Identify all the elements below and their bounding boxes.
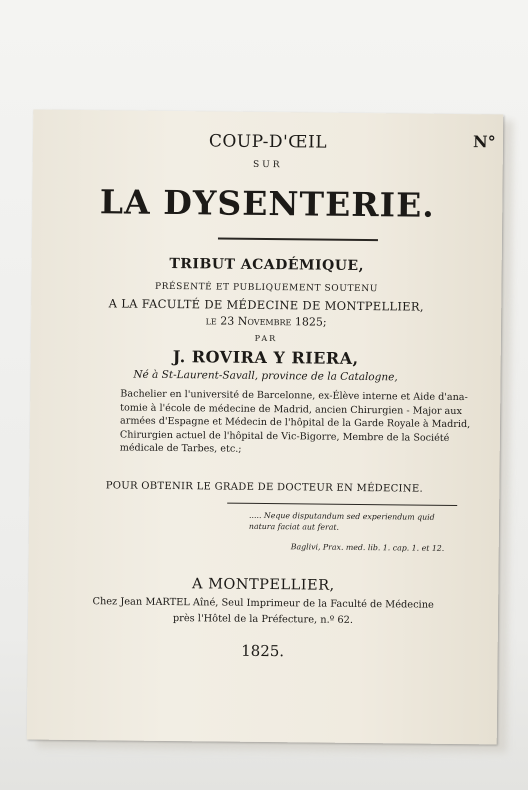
page-content bbox=[27, 110, 504, 745]
epigraph bbox=[249, 510, 469, 534]
quote-rule bbox=[227, 503, 457, 506]
sur-label: SUR bbox=[252, 159, 283, 171]
bio-line: Chirurgien actuel de l'hôpital de Vic-Bigorre, Membre de la Société bbox=[119, 429, 450, 444]
bio-line: Bachelier en l'université de Barcelonne, ex-Élève interne et Aide d'ana- bbox=[120, 388, 468, 404]
par-label: PAR bbox=[254, 333, 278, 344]
author-name: J. ROVIRA Y RIERA, bbox=[172, 347, 359, 368]
city-line: A MONTPELLIER, bbox=[191, 576, 335, 594]
printer-address: près l'Hôtel de la Préfecture, n.º 62. bbox=[172, 613, 354, 626]
document-page bbox=[27, 110, 504, 745]
presented-line: PRÉSENTÉ ET PUBLIQUEMENT SOUTENU bbox=[154, 281, 378, 295]
bio-line: armées d'Espagne et Médecin de l'hôpital de la Garde Royale à Madrid, bbox=[119, 415, 471, 431]
title-rule bbox=[218, 237, 378, 241]
printer-line: Chez Jean MARTEL Aîné, Seul Imprimeur de la Faculté de Médecine bbox=[92, 596, 434, 611]
number-mark: N° bbox=[472, 132, 496, 152]
author-bio bbox=[119, 387, 471, 459]
epigraph-citation: Baglivi, Prax. med. lib. 1. cap. 1. et 12. bbox=[290, 542, 445, 553]
main-title: LA DYSENTERIE. bbox=[99, 182, 435, 225]
epigraph-line: ..... Neque disputandum sed experiendum quid bbox=[249, 510, 435, 522]
bio-line: médicale de Tarbes, etc.; bbox=[119, 442, 242, 456]
tribute-heading: TRIBUT ACADÉMIQUE, bbox=[169, 255, 365, 275]
bio-line: tomie à l'école de médecine de Madrid, ancien Chirurgien - Major aux bbox=[120, 402, 462, 417]
birth-line: Né à St-Laurent-Savall, province de la Catalogne, bbox=[133, 368, 398, 384]
degree-line: POUR OBTENIR LE GRADE DE DOCTEUR EN MÉDECINE. bbox=[105, 480, 424, 495]
faculty-line: A LA FACULTÉ DE MÉDECINE DE MONTPELLIER, bbox=[108, 296, 424, 314]
header-title: COUP-D'ŒIL bbox=[208, 131, 328, 153]
epigraph-line: natura faciat aut ferat. bbox=[248, 521, 340, 532]
date-line: le 23 Novembre 1825; bbox=[205, 314, 327, 329]
publication-year: 1825. bbox=[241, 641, 285, 661]
